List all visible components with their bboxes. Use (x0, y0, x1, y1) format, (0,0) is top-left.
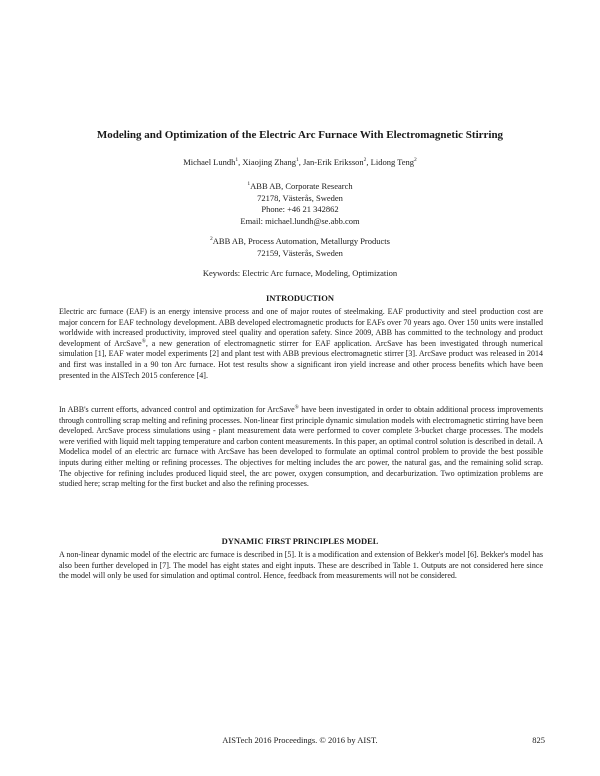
author-separator: , (366, 157, 371, 167)
affiliation-phone: Phone: +46 21 342862 (261, 204, 339, 215)
section-heading-dynamic-model: DYNAMIC FIRST PRINCIPLES MODEL (221, 536, 379, 546)
affiliation-mark: 1 (247, 181, 251, 188)
intro-paragraph-1 (59, 307, 543, 381)
author-affiliation-mark: 2 (363, 157, 367, 164)
author-affiliation-mark: 1 (295, 157, 299, 164)
paragraph-text: , a new generation of electromagnetic stirrer for EAF application. ArcSave has been investigated through numerical simulation [1], EAF water model experiments [2] and plant test with ABB previous electromagnetic stirrer [3]. ArcSave product was released in 2014 and first was installed in a 90 ton Arc furnace. Hot test results show a significant iron yield increase and other process benefits which have been presented in the AISTech 2015 conference [4]. (59, 338, 543, 380)
author-name: Lidong Teng (370, 157, 415, 167)
paper-title: Modeling and Optimization of the Electric Arc Furnace With Electromagnetic Stirring (96, 129, 504, 141)
author-name: Xiaojing Zhang (242, 157, 296, 167)
author-separator: , (298, 157, 303, 167)
affiliation-mark: 2 (210, 236, 213, 243)
footer-proceedings: AISTech 2016 Proceedings. © 2016 by AIST. (222, 735, 378, 745)
section-heading-introduction: INTRODUCTION (265, 293, 334, 303)
affiliation-email: Email: michael.lundh@se.abb.com (240, 215, 360, 226)
author-separator: , (238, 157, 243, 167)
author-name: Michael Lundh (183, 157, 236, 167)
paragraph-text: have been investigated in order to obtain additional process improvements through controlling scrap melting and refining processes. Non-linear first principle dynamic simulation models with electromagnetic stirring have been developed. ArcSave process simulations using - plant measurement data were performed to cover complete 3-bucket charge processes. The models were verified with liquid melt tapping temperature and carbon content measurements. In this paper, an optimal control solution is described in detail. A Modelica model of an electric arc furnace with ArcSave has been developed to formulate an optimal control problem to provide the best possible inputs during either melting or refining processes. The objectives for melting includes the arc power, the natural gas, and the remaining solid scrap. The objective for refining includes produced liquid steel, the arc power, oxygen consumption, and decarburization. Two optimization problems are studied here; scrap melting for the first bucket and also the refining processes. (59, 405, 543, 489)
affiliation-org: ABB AB, Corporate Research (250, 181, 353, 191)
registered-mark: ® (294, 404, 299, 411)
author-affiliation-mark: 2 (414, 157, 417, 164)
affiliation-address: 72159, Västerås, Sweden (257, 247, 343, 258)
author-affiliation-mark: 1 (235, 157, 239, 164)
author-name: Jan-Erik Eriksson (302, 157, 364, 167)
affiliation-1 (40, 181, 560, 227)
registered-mark: ® (141, 338, 146, 345)
intro-paragraph-2 (59, 405, 543, 490)
paragraph-text: Electric arc furnace (EAF) is an energy intensive process and one of major routes of steelmaking. EAF productivity and steel production cost are major concern for EAF technology development. ABB developed electromagnetic products for EAFs over 70 years ago. Over 150 units were installed worldwide with increased productivity, improved steel quality and operation safety. Since 2009, ABB has committed to the technology and product development of ArcSave (59, 307, 543, 348)
affiliation-org: ABB AB, Process Automation, Metallurgy Products (212, 236, 390, 246)
paragraph-text: In ABB's current efforts, advanced control and optimization for ArcSave (59, 405, 295, 414)
affiliation-address: 72178, Västerås, Sweden (257, 192, 343, 203)
author-list (40, 156, 560, 168)
affiliation-2 (40, 236, 560, 259)
keywords: Keywords: Electric Arc furnace, Modeling, Optimization (202, 268, 398, 278)
dynamic-model-paragraph: A non-linear dynamic model of the electric arc furnace is described in [5]. It is a modification and extension of Bekker's model [6]. Bekker's model has also been further developed in [7]. The model has eight states and eight inputs. These are described in Table 1. Outputs are not considered here since the model will only be used for simulation and optimal control. Hence, feedback from measurements will not be considered. (59, 550, 543, 581)
page-number: 825 (532, 735, 545, 745)
